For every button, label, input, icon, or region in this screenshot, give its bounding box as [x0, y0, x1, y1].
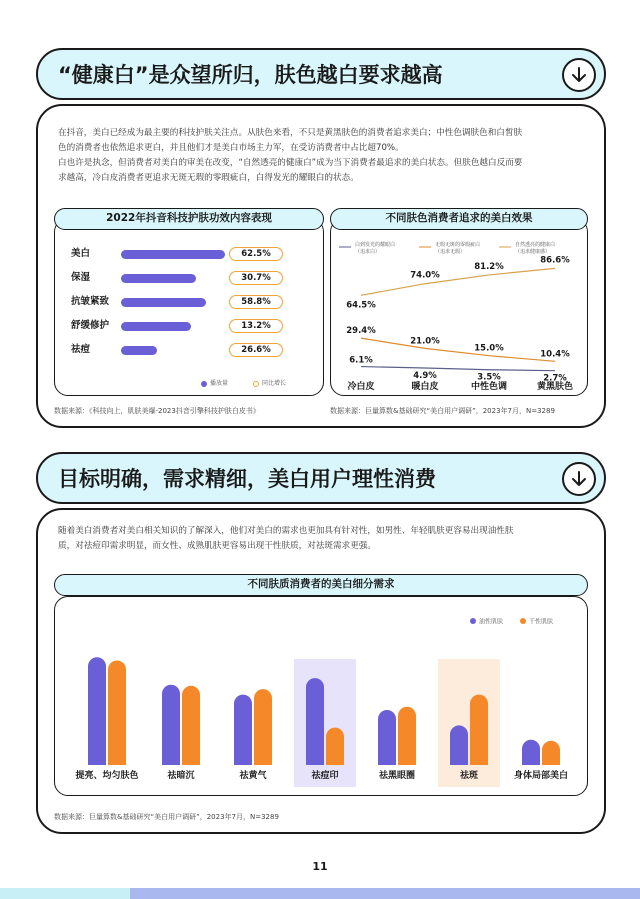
chart2-data-label: 4.9% [413, 371, 437, 382]
chart2-svg [331, 219, 587, 395]
chart3-bar-dry [326, 728, 344, 765]
section2-header [36, 452, 606, 504]
para-line: 随着美白消费者对美白相关知识的了解深入，他们对美白的需求也更加具有针对性，如男性、年轻肌肤更容易出现油性肤 [58, 526, 514, 536]
chart2-title: 不同肤色消费者追求的美白效果 [330, 208, 588, 230]
chart1-legend-views: 播放量 [201, 378, 228, 387]
chart3-category-label: 祛黑眼圈 [378, 771, 416, 781]
chart2-data-label: 2.7% [543, 373, 567, 384]
section2-paragraph [58, 524, 588, 554]
chart2-legend-item [419, 241, 480, 255]
chart2-series-line [361, 268, 555, 295]
chart3-bar-dry [470, 695, 488, 765]
chart1-category-label: 舒缓修护 [71, 320, 110, 331]
chart2-legend-item [339, 241, 395, 255]
chart2-category-label: 黄黑肤色 [536, 382, 574, 392]
chart3-bar-dry [182, 686, 200, 765]
section2-box [36, 508, 606, 834]
page-number: 11 [312, 860, 328, 873]
chart3-highlight [294, 659, 356, 787]
chart2-legend-label: （追求白） [355, 249, 381, 255]
chart2-data-label: 15.0% [474, 343, 504, 354]
chart1-growth-label: 30.7% [229, 271, 283, 285]
chart3-panel [54, 596, 588, 796]
chart3-legend-swatch [520, 618, 526, 624]
chart3-legend-swatch [470, 618, 476, 624]
para-line: 质，对祛痘印需求明显，而女性、成熟肌肤更容易出现干性肤质，对祛斑需求更强。 [58, 541, 376, 551]
chart1-category-label: 祛痘 [71, 344, 91, 355]
chart1-growth-label: 58.8% [229, 295, 283, 309]
chart3-highlight [438, 659, 500, 787]
chart3-bar-dry [542, 741, 560, 765]
section1-paragraph [58, 126, 588, 186]
chart3-category-label: 祛暗沉 [167, 771, 195, 781]
para-line: 色的消费者也依然追求更白，并且他们才是美白市场主力军，在受访消费者中占比超70%。 [58, 143, 404, 153]
chart3-bar-oily [306, 678, 324, 765]
download-button[interactable] [562, 462, 596, 496]
chart3-category-label: 祛黄气 [239, 771, 267, 781]
chart1-bar [121, 322, 191, 331]
chart1-bar [121, 250, 225, 259]
section2-title: 目标明确，需求精细，美白用户理性消费 [58, 467, 436, 491]
arrow-down-icon [570, 66, 588, 84]
chart3-bar-dry [254, 689, 272, 765]
chart3-source: 数据来源：巨量算数&基础研究“美白用户调研”，2023年7月，N=3289 [54, 813, 279, 821]
chart2-category-label: 中性色调 [470, 382, 508, 392]
section1-header [36, 48, 606, 100]
chart3-bar-oily [378, 710, 396, 765]
chart3-bar-dry [398, 707, 416, 765]
chart3-svg [55, 597, 587, 795]
chart3-legend-label: 油性肌肤 [479, 618, 504, 626]
chart2-category-label: 冷白皮 [347, 382, 375, 392]
chart3-bar-oily [234, 695, 252, 765]
chart1-growth-label: 62.5% [229, 247, 283, 261]
footer-bar [0, 888, 640, 899]
chart2-data-label: 3.5% [477, 372, 501, 383]
chart1-category-label: 保湿 [71, 272, 91, 283]
chart3-bar-oily [450, 725, 468, 765]
chart3-bar-oily [162, 685, 180, 765]
chart2-legend-label: （追求无瑕） [435, 249, 466, 255]
chart1-growth-label: 13.2% [229, 319, 283, 333]
chart2-data-label: 6.1% [349, 355, 373, 366]
chart1-title: 2022年抖音科技护肤功效内容表现 [54, 208, 324, 230]
chart3-category-label: 身体局部美白 [513, 771, 569, 781]
chart2-series-line [361, 338, 555, 361]
chart2-legend-label: （追求健康感） [515, 249, 551, 255]
chart1-row [71, 295, 283, 309]
chart1-panel [54, 218, 324, 396]
chart3-bar-oily [522, 740, 540, 765]
chart1-bar [121, 298, 206, 307]
section1-box [36, 104, 606, 428]
chart1-legend-growth: 同比增长 [253, 378, 286, 387]
para-line: 求越高，冷白皮消费者更追求无斑无瑕的零瑕疵白，白得发光的耀眼白的状态。 [58, 173, 359, 183]
chart2-category-label: 暖白皮 [411, 382, 439, 392]
chart1-bar [121, 346, 157, 355]
chart1-row [71, 343, 283, 357]
chart3-category-label: 祛斑 [459, 771, 479, 781]
chart2-data-label: 86.6% [540, 255, 570, 266]
chart2-data-label: 10.4% [540, 349, 570, 360]
chart2-source: 数据来源：巨量算数&基础研究“美白用户调研”，2023年7月，N=3289 [330, 407, 555, 415]
chart3-legend-label: 干性肌肤 [529, 618, 554, 626]
chart1-row [71, 271, 283, 285]
chart1-category-label: 抗皱紧致 [71, 296, 110, 307]
chart3-category-label: 祛痘印 [311, 771, 339, 781]
chart1-row [71, 319, 283, 333]
para-line: 在抖音，美白已经成为最主要的科技护肤关注点。从肤色来看，不只是黄黑肤色的消费者追求美白；中性色调肤色和白皙肤 [58, 128, 523, 138]
chart2-data-label: 81.2% [474, 261, 504, 272]
chart2-legend-label: 无瑕无斑的零瑕疵白 [435, 242, 481, 248]
chart2-data-label: 21.0% [410, 336, 440, 347]
chart3-bar-oily [88, 657, 106, 765]
chart1-source: 数据来源：《科技向上，肌肤美爆-2023抖音引擎科技护肤白皮书》 [54, 407, 260, 415]
chart1-category-label: 美白 [71, 248, 91, 259]
download-button[interactable] [562, 58, 596, 92]
chart2-legend-label: 自然透亮的健康白 [515, 242, 556, 248]
chart2-data-label: 74.0% [410, 270, 440, 281]
chart1-growth-label: 26.6% [229, 343, 283, 357]
chart2-legend-label: 白到发光的耀眼白 [355, 242, 396, 248]
section1-title: “健康白”是众望所归，肤色越白要求越高 [58, 63, 443, 87]
chart1-bar [121, 274, 196, 283]
chart3-title: 不同肤质消费者的美白细分需求 [54, 574, 588, 596]
arrow-down-icon [570, 470, 588, 488]
chart2-series-line [361, 367, 555, 371]
chart2-data-label: 29.4% [346, 326, 376, 337]
chart3-category-label: 提亮、均匀肤色 [75, 771, 139, 781]
chart3-bar-dry [108, 661, 126, 766]
para-line: 白也许是执念，但消费者对美白的审美在改变，“自然透亮的健康白”成为当下消费者最追求的美白状态。但肤色越白反而要 [58, 158, 523, 168]
chart1-row [71, 247, 283, 261]
chart2-data-label: 64.5% [346, 300, 376, 311]
chart2-panel [330, 218, 588, 396]
chart2-legend-item [499, 241, 555, 255]
